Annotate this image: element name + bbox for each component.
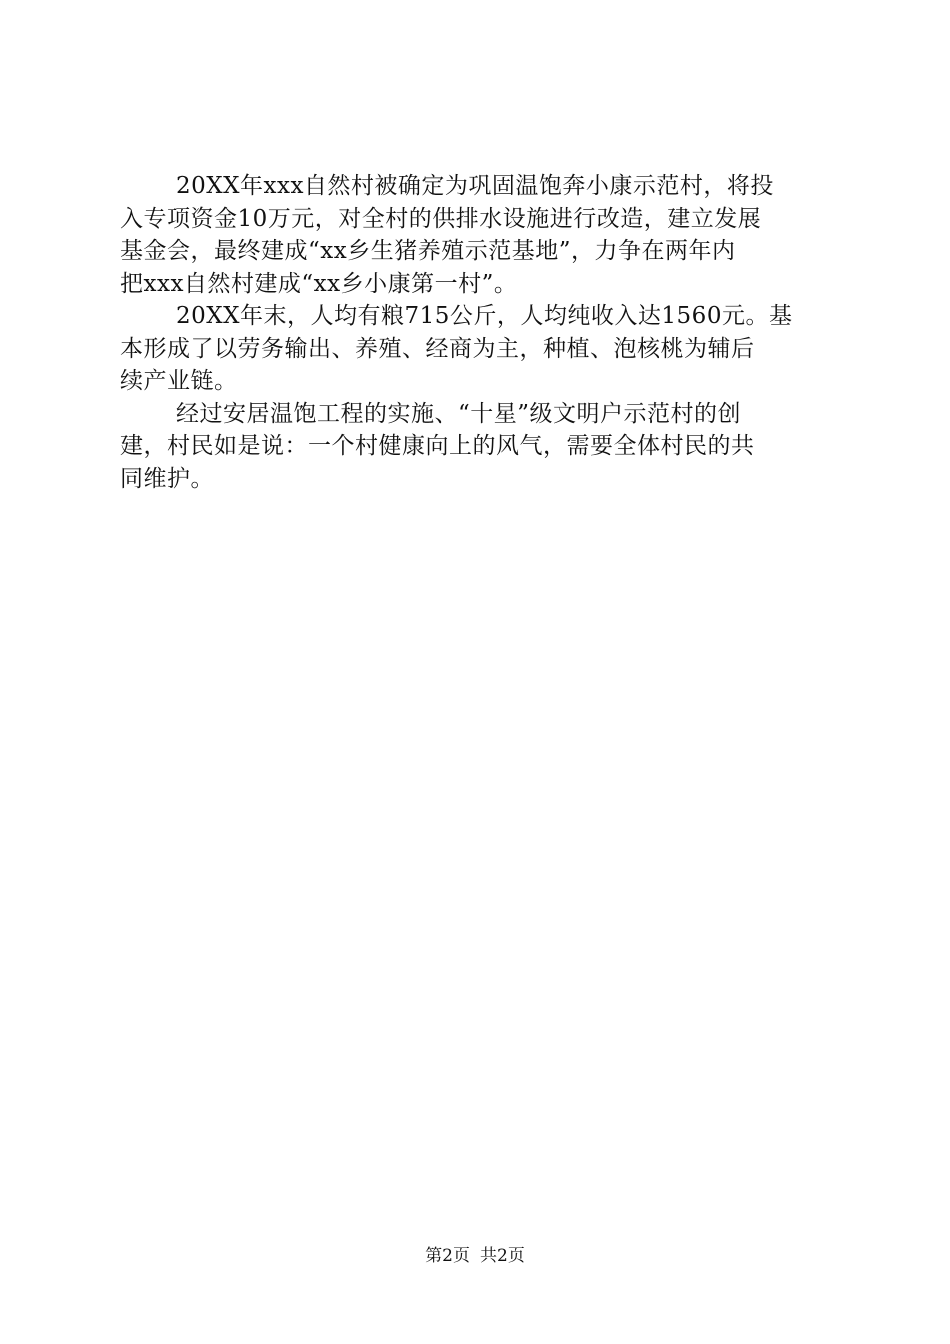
paragraph-1-line-1: 20XX年xxx自然村被确定为巩固温饱奔小康示范村，将投 <box>176 173 774 199</box>
document-body <box>120 170 832 495</box>
page-total: 共2页 <box>480 1246 525 1266</box>
paragraph-2-line-2: 本形成了以劳务输出、养殖、经商为主，种植、泡核桃为辅后 <box>120 335 755 362</box>
page-number: 第2页 <box>425 1246 470 1266</box>
paragraph-2-line-3: 续产业链。 <box>120 368 238 394</box>
paragraph-3-line-3: 同维护。 <box>120 465 214 492</box>
paragraph-1-line-2: 入专项资金10万元，对全村的供排水设施进行改造，建立发展 <box>120 205 762 232</box>
paragraph-3-line-2: 建，村民如是说：一个村健康向上的风气，需要全体村民的共 <box>120 433 755 459</box>
paragraph-1-line-4: 把xxx自然村建成“xx乡小康第一村”。 <box>120 270 518 297</box>
page-footer <box>0 1244 950 1268</box>
paragraph-3-line-1: 经过安居温饱工程的实施、“十星”级文明户示范村的创 <box>176 400 742 427</box>
paragraph-1-line-3: 基金会，最终建成“xx乡生猪养殖示范基地”，力争在两年内 <box>120 238 736 264</box>
paragraph-2-line-1: 20XX年末，人均有粮715公斤，人均纯收入达1560元。基 <box>176 303 793 329</box>
